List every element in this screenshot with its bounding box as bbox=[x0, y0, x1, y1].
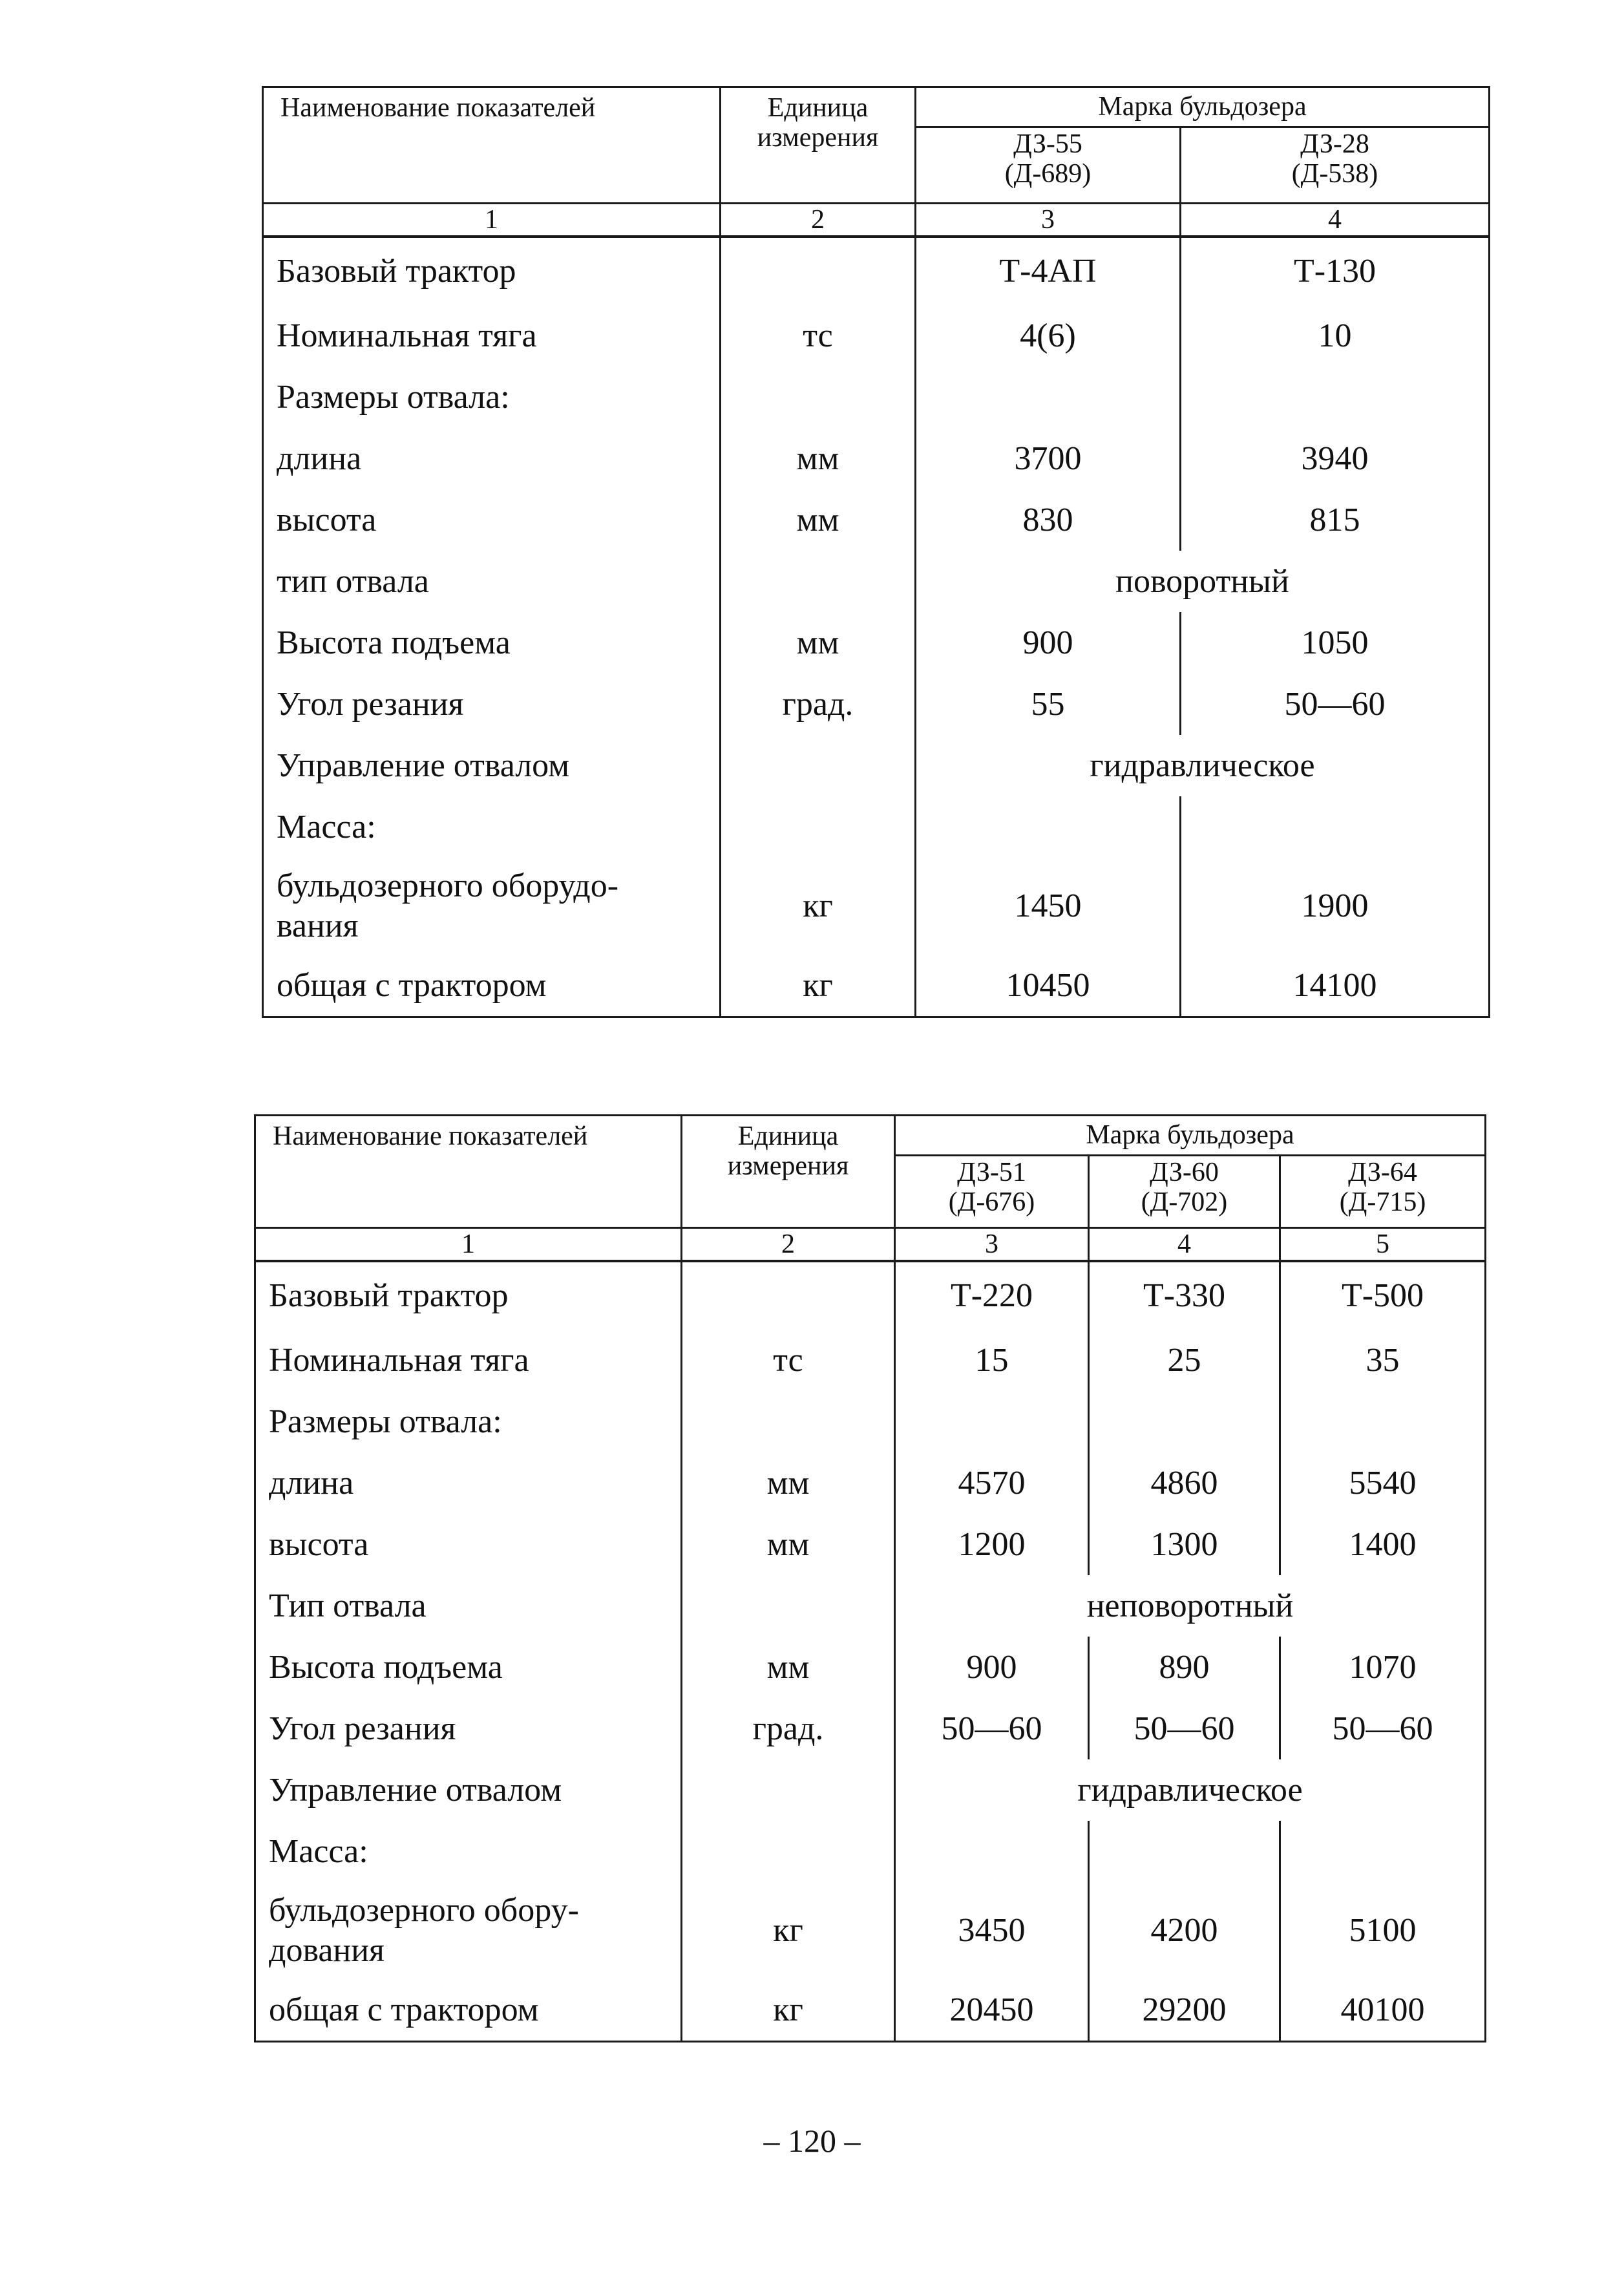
model-old-code: (Д-702) bbox=[1141, 1187, 1228, 1217]
row-value: Т-4АП bbox=[916, 237, 1181, 305]
bulldozer-spec-table-2 bbox=[254, 1114, 1486, 2042]
row-label-line: вания bbox=[277, 907, 359, 944]
row-value: 890 bbox=[1089, 1637, 1280, 1698]
row-value bbox=[916, 796, 1181, 858]
header-name-column: Наименование показателей bbox=[255, 1116, 682, 1228]
header-model bbox=[1089, 1156, 1280, 1228]
header-name-column: Наименование показателей bbox=[263, 87, 721, 204]
row-value: 1200 bbox=[895, 1514, 1089, 1575]
row-unit bbox=[721, 796, 916, 858]
model-code: ДЗ-51 bbox=[957, 1158, 1026, 1187]
row-label: Угол резания bbox=[255, 1698, 682, 1759]
row-label: Номинальная тяга bbox=[263, 305, 721, 366]
table-row bbox=[255, 1575, 1486, 1637]
column-number: 3 bbox=[895, 1228, 1089, 1262]
row-value: Т-330 bbox=[1089, 1261, 1280, 1330]
row-label: длина bbox=[263, 428, 721, 489]
model-old-code: (Д-715) bbox=[1339, 1187, 1426, 1217]
row-unit bbox=[682, 1261, 895, 1330]
row-value: 10 bbox=[1181, 305, 1490, 366]
row-label: Размеры отвала: bbox=[255, 1391, 682, 1452]
row-value: 830 bbox=[916, 489, 1181, 551]
row-value: 50—60 bbox=[1089, 1698, 1280, 1759]
row-label bbox=[263, 858, 721, 955]
table-row bbox=[255, 1514, 1486, 1575]
header-model bbox=[1280, 1156, 1486, 1228]
row-value: 1070 bbox=[1280, 1637, 1486, 1698]
row-value: 1900 bbox=[1181, 858, 1490, 955]
row-unit: мм bbox=[682, 1637, 895, 1698]
table-row bbox=[263, 858, 1490, 955]
table-row bbox=[263, 489, 1490, 551]
table-row bbox=[263, 674, 1490, 735]
row-label: общая с трактором bbox=[255, 1979, 682, 2042]
model-old-code: (Д-689) bbox=[1004, 159, 1091, 189]
table-row bbox=[255, 1330, 1486, 1391]
table-row bbox=[255, 1391, 1486, 1452]
row-unit: мм bbox=[721, 612, 916, 674]
row-label: Высота подъема bbox=[263, 612, 721, 674]
row-value bbox=[1089, 1821, 1280, 1882]
table-row bbox=[263, 366, 1490, 428]
row-label-line: дования bbox=[269, 1932, 385, 1969]
row-value: 1050 bbox=[1181, 612, 1490, 674]
row-value: 55 bbox=[916, 674, 1181, 735]
column-number: 3 bbox=[916, 204, 1181, 237]
row-label: тип отвала bbox=[263, 551, 721, 612]
row-unit: тс bbox=[721, 305, 916, 366]
row-value: 50—60 bbox=[895, 1698, 1089, 1759]
row-label: Высота подъема bbox=[255, 1637, 682, 1698]
table-row bbox=[255, 1261, 1486, 1330]
column-number: 1 bbox=[255, 1228, 682, 1262]
row-value: 1450 bbox=[916, 858, 1181, 955]
column-number-row bbox=[255, 1228, 1486, 1262]
header-model bbox=[916, 127, 1181, 204]
row-value: 900 bbox=[895, 1637, 1089, 1698]
row-value: 1400 bbox=[1280, 1514, 1486, 1575]
row-label: общая с трактором bbox=[263, 955, 721, 1017]
model-old-code: (Д-538) bbox=[1291, 159, 1378, 189]
column-number: 2 bbox=[721, 204, 916, 237]
row-unit bbox=[682, 1575, 895, 1637]
row-label: Базовый трактор bbox=[255, 1261, 682, 1330]
row-label: Размеры отвала: bbox=[263, 366, 721, 428]
row-unit: град. bbox=[682, 1698, 895, 1759]
row-value: 50—60 bbox=[1181, 674, 1490, 735]
row-value: 5540 bbox=[1280, 1452, 1486, 1514]
row-value: 815 bbox=[1181, 489, 1490, 551]
row-label: Тип отвала bbox=[255, 1575, 682, 1637]
row-label bbox=[255, 1882, 682, 1979]
row-label: высота bbox=[263, 489, 721, 551]
row-value: 29200 bbox=[1089, 1979, 1280, 2042]
bulldozer-spec-table-1 bbox=[262, 86, 1490, 1018]
header-unit-column: Единица измерения bbox=[682, 1116, 895, 1228]
table-row bbox=[255, 1637, 1486, 1698]
row-unit bbox=[721, 735, 916, 796]
row-label: Управление отвалом bbox=[255, 1759, 682, 1821]
row-label: Управление отвалом bbox=[263, 735, 721, 796]
row-value: 40100 bbox=[1280, 1979, 1486, 2042]
table-row bbox=[263, 551, 1490, 612]
header-model bbox=[1181, 127, 1490, 204]
row-label: длина bbox=[255, 1452, 682, 1514]
row-merged-value: гидравлическое bbox=[895, 1759, 1486, 1821]
table-row bbox=[263, 735, 1490, 796]
table-row bbox=[255, 1698, 1486, 1759]
row-value: 3450 bbox=[895, 1882, 1089, 1979]
row-label-line: бульдозерного обору- bbox=[269, 1892, 579, 1929]
row-unit bbox=[682, 1821, 895, 1882]
table-row bbox=[255, 1882, 1486, 1979]
row-label: Базовый трактор bbox=[263, 237, 721, 305]
row-value: 4860 bbox=[1089, 1452, 1280, 1514]
row-value bbox=[1181, 366, 1490, 428]
row-value: 50—60 bbox=[1280, 1698, 1486, 1759]
row-value: 4200 bbox=[1089, 1882, 1280, 1979]
row-value: 4570 bbox=[895, 1452, 1089, 1514]
model-code: ДЗ-55 bbox=[1013, 129, 1082, 159]
row-value: Т-500 bbox=[1280, 1261, 1486, 1330]
model-old-code: (Д-676) bbox=[948, 1187, 1035, 1217]
header-unit-column: Единица измерения bbox=[721, 87, 916, 204]
row-unit: град. bbox=[721, 674, 916, 735]
row-value: Т-220 bbox=[895, 1261, 1089, 1330]
row-unit: кг bbox=[721, 955, 916, 1017]
row-value: 10450 bbox=[916, 955, 1181, 1017]
page-number: – 120 – bbox=[763, 2123, 861, 2159]
row-value: 25 bbox=[1089, 1330, 1280, 1391]
row-label: Масса: bbox=[263, 796, 721, 858]
row-unit: мм bbox=[721, 489, 916, 551]
model-code: ДЗ-28 bbox=[1300, 129, 1369, 159]
row-value: 4(6) bbox=[916, 305, 1181, 366]
header-model bbox=[895, 1156, 1089, 1228]
row-unit: мм bbox=[682, 1452, 895, 1514]
row-label: высота bbox=[255, 1514, 682, 1575]
table-row bbox=[263, 955, 1490, 1017]
table-row bbox=[255, 1452, 1486, 1514]
row-unit bbox=[682, 1759, 895, 1821]
row-value: 900 bbox=[916, 612, 1181, 674]
column-number: 4 bbox=[1089, 1228, 1280, 1262]
row-unit bbox=[721, 237, 916, 305]
row-value bbox=[1280, 1821, 1486, 1882]
column-number: 5 bbox=[1280, 1228, 1486, 1262]
row-unit: мм bbox=[682, 1514, 895, 1575]
table-row bbox=[263, 237, 1490, 305]
row-unit bbox=[721, 366, 916, 428]
row-value: 20450 bbox=[895, 1979, 1089, 2042]
row-unit: кг bbox=[682, 1979, 895, 2042]
row-merged-value: неповоротный bbox=[895, 1575, 1486, 1637]
row-merged-value: гидравлическое bbox=[916, 735, 1490, 796]
row-value bbox=[916, 366, 1181, 428]
row-value: 1300 bbox=[1089, 1514, 1280, 1575]
row-unit: кг bbox=[721, 858, 916, 955]
row-value: Т-130 bbox=[1181, 237, 1490, 305]
row-value bbox=[1181, 796, 1490, 858]
header-brand-group: Марка бульдозера bbox=[895, 1116, 1486, 1156]
table-row bbox=[263, 796, 1490, 858]
column-number: 1 bbox=[263, 204, 721, 237]
column-number: 4 bbox=[1181, 204, 1490, 237]
row-unit: мм bbox=[721, 428, 916, 489]
header-brand-group: Марка бульдозера bbox=[916, 87, 1490, 127]
row-value: 3940 bbox=[1181, 428, 1490, 489]
row-merged-value: поворотный bbox=[916, 551, 1490, 612]
row-label-line: бульдозерного оборудо- bbox=[277, 867, 619, 904]
row-label: Масса: bbox=[255, 1821, 682, 1882]
row-unit: кг bbox=[682, 1882, 895, 1979]
row-unit bbox=[721, 551, 916, 612]
row-label: Угол резания bbox=[263, 674, 721, 735]
row-label: Номинальная тяга bbox=[255, 1330, 682, 1391]
row-value bbox=[895, 1391, 1089, 1452]
table-row bbox=[255, 1821, 1486, 1882]
row-value bbox=[895, 1821, 1089, 1882]
row-value bbox=[1089, 1391, 1280, 1452]
model-code: ДЗ-64 bbox=[1348, 1158, 1417, 1187]
table-row bbox=[255, 1759, 1486, 1821]
row-unit: тс bbox=[682, 1330, 895, 1391]
model-code: ДЗ-60 bbox=[1150, 1158, 1219, 1187]
column-number: 2 bbox=[682, 1228, 895, 1262]
row-unit bbox=[682, 1391, 895, 1452]
table-row bbox=[255, 1979, 1486, 2042]
row-value bbox=[1280, 1391, 1486, 1452]
row-value: 5100 bbox=[1280, 1882, 1486, 1979]
row-value: 3700 bbox=[916, 428, 1181, 489]
table-row bbox=[263, 428, 1490, 489]
table-row bbox=[263, 612, 1490, 674]
row-value: 15 bbox=[895, 1330, 1089, 1391]
row-value: 14100 bbox=[1181, 955, 1490, 1017]
column-number-row bbox=[263, 204, 1490, 237]
table-row bbox=[263, 305, 1490, 366]
row-value: 35 bbox=[1280, 1330, 1486, 1391]
